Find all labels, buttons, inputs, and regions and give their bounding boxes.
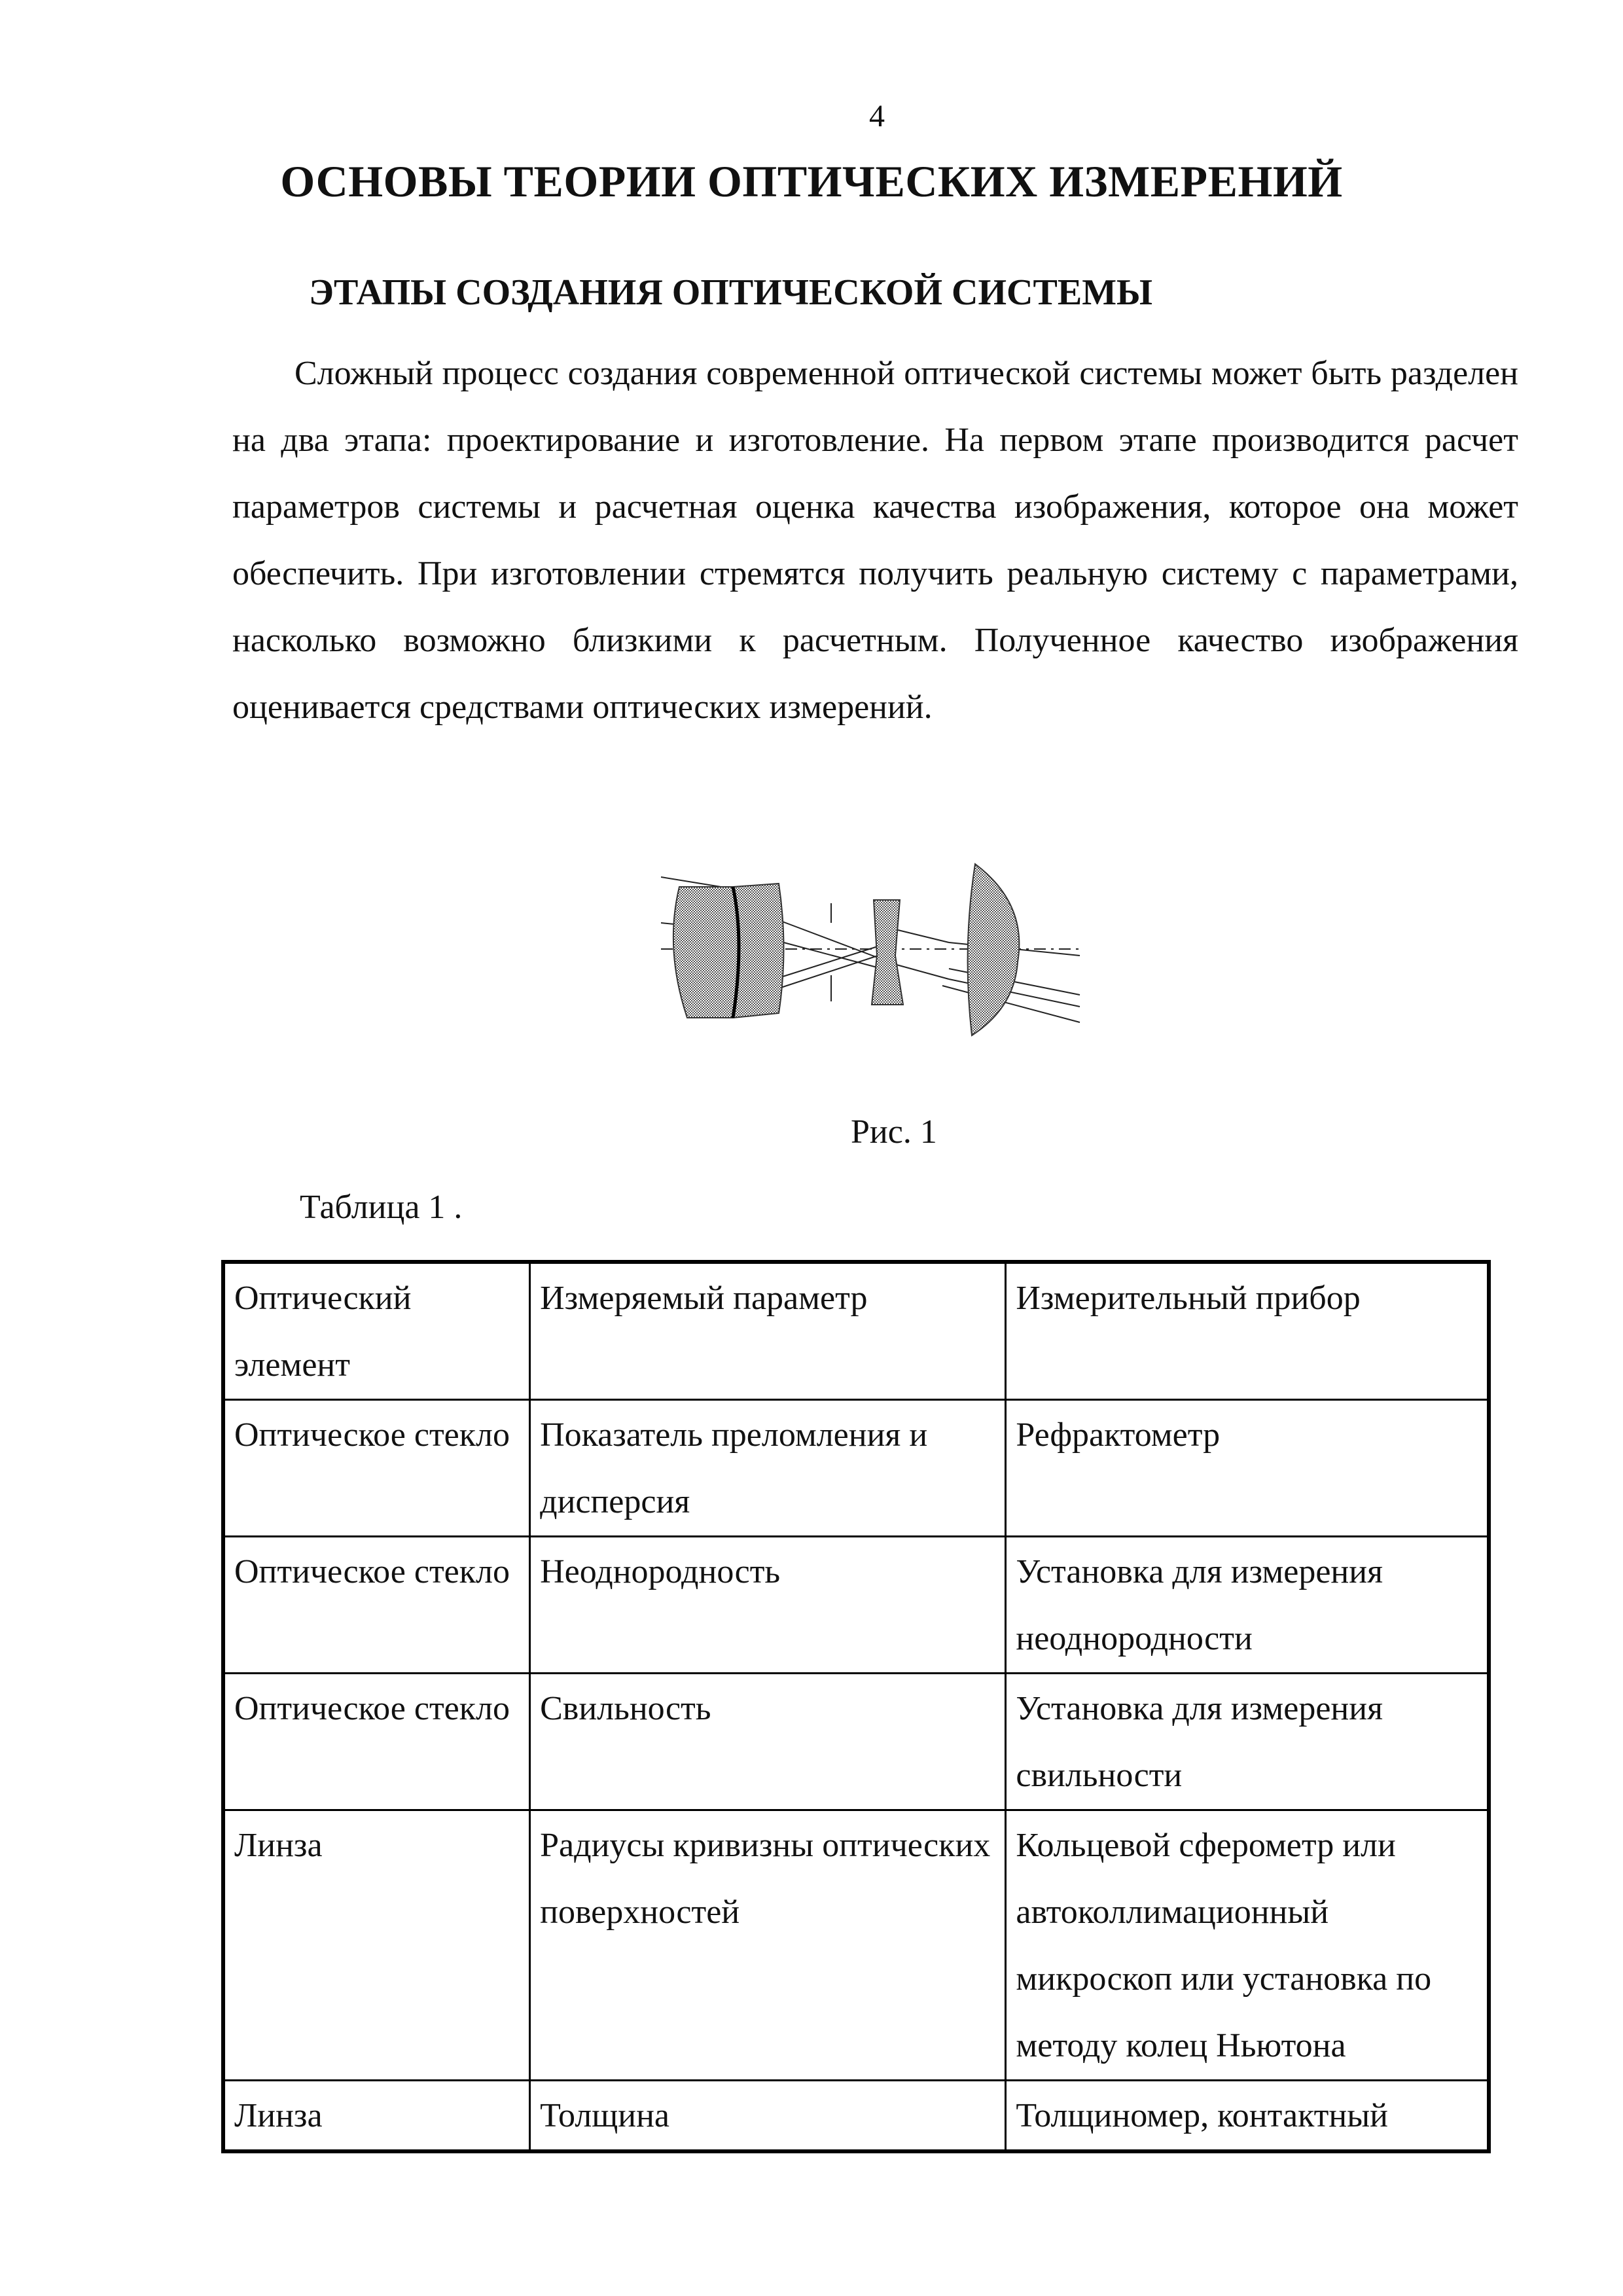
intro-paragraph: Сложный процесс создания современной оптической системы может быть разделен на два этапа: проектирование и изготовление. На первом этапе производится расчет параметров системы и расчетная оценка качества изображения, которое она может обеспечить. При изготовлении стремятся получить реальную систему с параметрами, насколько возможно близкими к расчетным. Полученное качество изображения оценивается средствами оптических измерений. [232,355,1518,726]
rear-lens [968,864,1020,1035]
table-row [223,2081,1489,2152]
table-cell: Установка для измерения свильности [1006,1674,1489,1810]
front-lens [673,887,739,1018]
table-cell: Радиусы кривизны оптических поверхностей [530,1810,1006,2081]
optical-system-figure [661,857,1106,1054]
table-row [223,1810,1489,2081]
table-cell: Кольцевой сферометр или автоколлимационный микроскоп или установка по методу колец Ньютона [1006,1810,1489,2081]
table-row [223,1674,1489,1810]
header-cell: Измеряемый параметр [530,1262,1006,1400]
table-cell: Линза [223,1810,530,2081]
cemented-lens [733,884,784,1018]
table-cell: Установка для измерения неоднородности [1006,1537,1489,1674]
figure-caption: Рис. 1 [851,1113,937,1151]
measurement-table [221,1260,1491,2153]
table-cell: Оптическое стекло [223,1400,530,1537]
table-cell: Показатель преломления и дисперсия [530,1400,1006,1537]
table-cell: Свильность [530,1674,1006,1810]
table-cell: Оптическое стекло [223,1674,530,1810]
page-number: 4 [869,99,885,134]
table-caption: Таблица 1 . [300,1189,463,1226]
middle-lens [872,900,903,1005]
table-cell: Оптическое стекло [223,1537,530,1674]
table-row [223,1537,1489,1674]
table-cell: Неоднородность [530,1537,1006,1674]
header-cell: Оптический элемент [223,1262,530,1400]
table-row [223,1400,1489,1537]
table-cell: Рефрактометр [1006,1400,1489,1537]
table-cell: Толщиномер, контактный [1006,2081,1489,2152]
table-cell: Толщина [530,2081,1006,2152]
section-title: ЭТАПЫ СОЗДАНИЯ ОПТИЧЕСКОЙ СИСТЕМЫ [309,272,1153,313]
header-cell: Измерительный прибор [1006,1262,1489,1400]
table-cell: Линза [223,2081,530,2152]
table-header-row [223,1262,1489,1400]
page-title: ОСНОВЫ ТЕОРИИ ОПТИЧЕСКИХ ИЗМЕРЕНИЙ [280,156,1343,206]
